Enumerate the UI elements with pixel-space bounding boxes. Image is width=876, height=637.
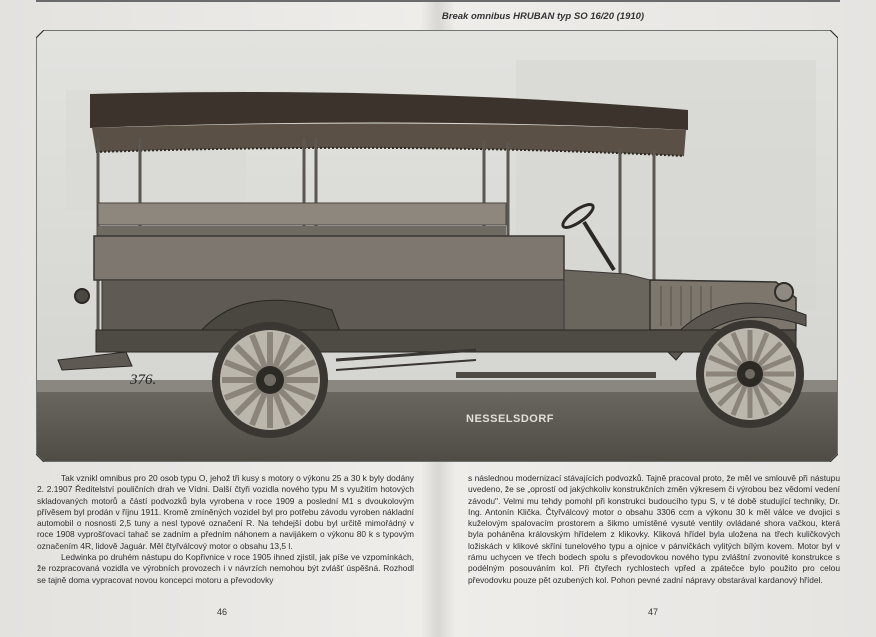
left-paragraph-1: Tak vznikl omnibus pro 20 osob typu O, jehož tři kusy s motory o výkonu 25 a 30 k byly dodány 2. 2.1907 Ředitelství pouličních drah ve Vídni. Další čtyři vozidla nového typu M s využitím hotových skladovaných motorů a částí podvozků byla vyrobena v roce 1909 a poslední M1 s dvoukolovým přívěsem byl prodán v říjnu 1911. Kromě zmíněných vozidel byl pro potřebu závodu vyroben nákladní automobil o nosnosti 2,5 tuny a nesl typové označení R. Na tehdejší dobu byl určitě mimořádný v roce 1908 vyprošťovací tahač se zadním a předním náhonem a navijákem o výkonu 80 k s typovým označením 4R, lidově Jaguár. Měl čtyřválcový motor o obsahu 13,5 l.: [37, 473, 414, 551]
right-paragraph-1: s následnou modernizací stávajících podvozků. Tajně pracoval proto, že měl ve smlouvě při nástupu uvedeno, že se „oprostí od jakýchkoliv konstrukčních změn výkresem či výrobou bez vědomí vedení závodu". Velmi mu tehdy pomohl při konstrukci budoucího typu S, v té době studující techniky, Dr. Ing. Antonín Klička. Čtyřválcový motor o obsahu 3306 ccm a výkonu 30 k měl válce ve dvojici s kuželovým spalovacím prostorem a šikmo umístěné vysuté ventily ovládané shora vačkou, která byla poháněna královským hřídelem z klikovky. Kliková hřídel byla uložena na třech kuličkových ložiskách v klikové skříni tunelového typu a ojnice v pánvičkách vylitých bílým kovem. Motor byl v rámu uchycen ve třech bodech spolu s převodovkou nového typu zvláštní zvonovité konstrukce s podélným posouváním kol. Při čtyřech rychlostech vpřed a zpátečce bylo použito pro celou převodovku pouze pět ozubených kol. Pohon pevné zadní nápravy obstarával kardanový hřídel.: [468, 473, 840, 585]
omnibus-photo: [36, 30, 838, 462]
page-header: Break omnibus HRUBAN typ SO 16/20 (1910): [441, 11, 645, 22]
photo-frame: [36, 30, 838, 462]
left-text-column: [37, 473, 414, 586]
page-number-left: 46: [217, 607, 228, 617]
right-text-column: [468, 473, 840, 586]
front-wheel: [696, 320, 804, 428]
wall-lettering: NESSELSDORF: [466, 413, 555, 425]
page-number-right: 47: [648, 607, 659, 617]
rear-wheel: [212, 322, 328, 438]
plate-number: 376.: [130, 372, 157, 388]
left-paragraph-2: Ledwinka po druhém nástupu do Kopřivnice v roce 1905 ihned zjistil, jak píše ve vzpomínkách, že rozpracovaná vozidla ve výrobních provozech i v návrzích nemohou být zvlášť úspěšná. Rozhodl se tajně doma vypracovat novou koncepci motoru a převodovky: [37, 552, 414, 585]
top-rule: [36, 0, 840, 2]
